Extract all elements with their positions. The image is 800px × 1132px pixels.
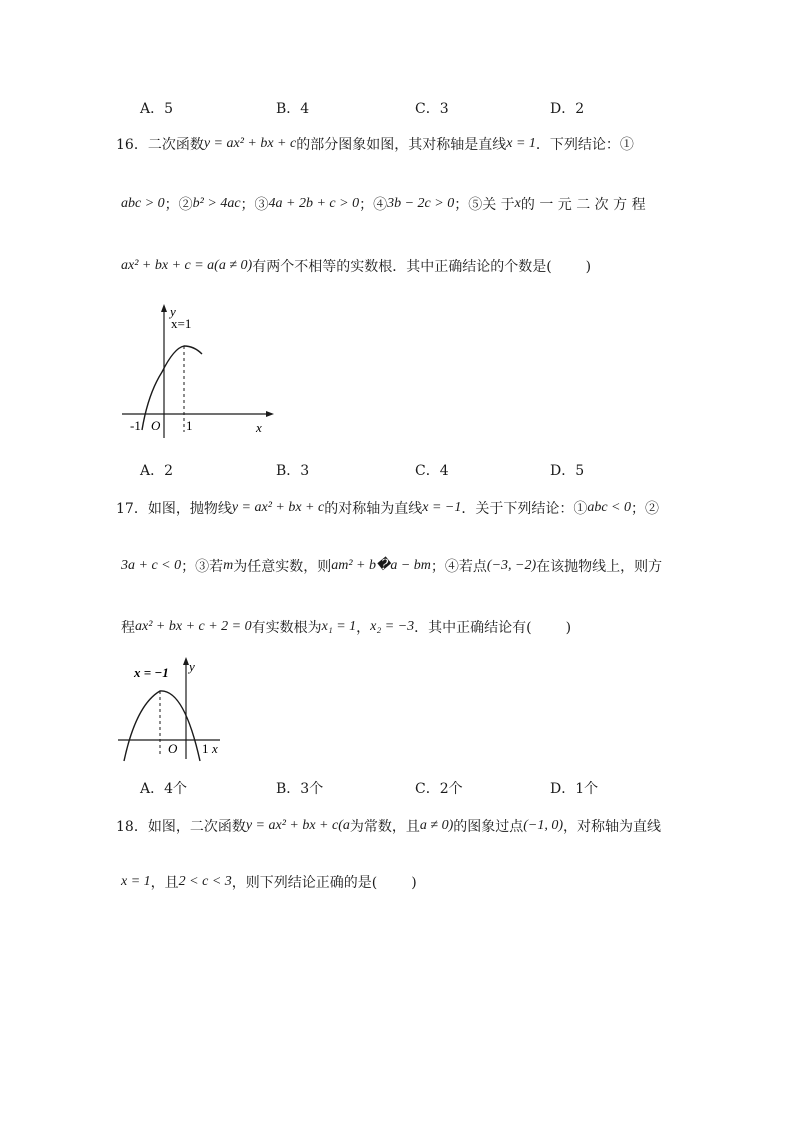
q18-text: ，则下列结论正确的是( xyxy=(231,875,378,891)
q17-cond-3: am² + b�a − bm xyxy=(331,558,431,573)
q17-cond-1: abc < 0 xyxy=(587,500,632,515)
q18-axis: x = 1 xyxy=(121,874,151,889)
q17-root-2: x₂ = −3 xyxy=(370,619,415,634)
q16-line-1 xyxy=(116,134,634,155)
q18-stem: 18．如图，二次函数 xyxy=(116,819,246,835)
q17-line-1 xyxy=(116,498,659,519)
q17-option-d[interactable]: D．1个 xyxy=(550,781,599,797)
q17-text: 的对称轴为直线 xyxy=(324,501,423,517)
q17-cond-2: 3a + c < 0 xyxy=(121,558,182,573)
q16-cond-4: 3b − 2c > 0 xyxy=(387,196,455,211)
q17-root-1: x₁ = 1 xyxy=(321,619,357,634)
q17-text: ．其中正确结论有( xyxy=(414,620,532,636)
q16-graph xyxy=(118,302,278,442)
q16-var-x: x xyxy=(514,196,521,211)
q18-line-1 xyxy=(116,816,661,837)
q16-text: ；④ xyxy=(359,197,388,213)
q17-option-a[interactable]: A．4个 xyxy=(140,781,188,797)
q16-equation: ax² + bx + c = a(a ≠ 0) xyxy=(121,258,253,273)
q18-answer-paren: ) xyxy=(411,875,417,891)
q16-cond-3: 4a + 2b + c > 0 xyxy=(268,196,360,211)
q16-text: 的 一 元 二 次 方 程 xyxy=(520,197,646,213)
q16-cond-2: b² > 4ac xyxy=(192,196,241,211)
q15-option-c[interactable]: C．3 xyxy=(415,101,449,117)
q17-text: ， xyxy=(356,620,371,636)
q16-text: 的部分图象如图，其对称轴是直线 xyxy=(296,137,507,153)
q17-label-one: 1 xyxy=(202,741,209,756)
q16-label-y: y xyxy=(170,304,176,319)
q16-option-a[interactable]: A．2 xyxy=(140,463,174,479)
q17-text: ；② xyxy=(631,501,660,517)
q16-y-arrow xyxy=(161,304,167,312)
q16-x-arrow xyxy=(266,411,274,417)
q16-label-axis: x=1 xyxy=(171,316,192,331)
q18-text: 的图象过点 xyxy=(453,819,524,835)
q15-option-d[interactable]: D．2 xyxy=(550,101,585,117)
q16-option-c[interactable]: C．4 xyxy=(415,463,449,479)
q17-stem: 17．如图，抛物线 xyxy=(116,501,232,517)
q18-text: ，对称轴为直线 xyxy=(563,819,662,835)
q16-option-d[interactable]: D．5 xyxy=(550,463,585,479)
q18-text: 为常数，且 xyxy=(349,819,420,835)
q17-label-axis: x = −1 xyxy=(134,665,169,680)
q16-function: y = ax² + bx + c xyxy=(203,136,297,151)
q17-text: ；④若点 xyxy=(430,559,487,575)
q16-text: ；③ xyxy=(240,197,269,213)
q16-text: ．下列结论：① xyxy=(535,137,634,153)
q16-text: 有两个不相等的实数根．其中正确结论的个数是( xyxy=(252,259,552,275)
q17-text: 为任意实数，则 xyxy=(233,559,332,575)
q17-equation: ax² + bx + c + 2 = 0 xyxy=(135,619,252,634)
q16-option-b[interactable]: B．3 xyxy=(276,463,310,479)
q17-axis: x = −1 xyxy=(422,500,462,515)
q16-text: ；② xyxy=(164,197,193,213)
q16-label-origin: O xyxy=(151,418,161,433)
q18-text: ，且 xyxy=(150,875,179,891)
q16-label-x: x xyxy=(256,420,262,435)
q17-point: (−3, −2) xyxy=(486,558,537,573)
q15-options xyxy=(0,98,800,118)
q16-cond-1: abc > 0 xyxy=(121,196,165,211)
q16-axis: x = 1 xyxy=(506,136,536,151)
q17-line-3 xyxy=(121,617,571,638)
q17-label-origin: O xyxy=(168,741,178,756)
q17-text: 在该抛物线上，则方 xyxy=(536,559,663,575)
q16-line-3 xyxy=(121,256,591,277)
q16-label-one: 1 xyxy=(186,418,193,433)
q16-label-neg1: -1 xyxy=(130,418,141,433)
q16-options xyxy=(0,460,800,480)
q17-text: ；③若 xyxy=(181,559,224,575)
q15-option-a[interactable]: A．5 xyxy=(140,101,174,117)
q17-var-m: m xyxy=(223,558,234,573)
q18-function: y = ax² + bx + c(a xyxy=(245,818,350,833)
q17-parabola xyxy=(124,691,200,761)
q17-text: ．关于下列结论：① xyxy=(461,501,588,517)
q17-text: 程 xyxy=(121,620,135,636)
q17-text: 有实数根为 xyxy=(251,620,322,636)
q16-answer-paren: ) xyxy=(585,259,592,275)
q17-option-b[interactable]: B．3个 xyxy=(276,781,324,797)
q16-line-2 xyxy=(121,194,646,215)
q17-answer-paren: ) xyxy=(565,620,572,636)
q17-graph xyxy=(116,655,236,765)
q16-stem: 16．二次函数 xyxy=(116,137,204,153)
q17-option-c[interactable]: C．2个 xyxy=(415,781,463,797)
q16-text: ；⑤关 于 xyxy=(454,197,515,213)
q18-cond-a: a ≠ 0) xyxy=(419,818,454,833)
q18-point: (−1, 0) xyxy=(523,818,564,833)
q18-line-2 xyxy=(121,872,417,893)
q17-label-y: y xyxy=(189,659,195,674)
q17-label-x: x xyxy=(212,741,218,756)
q15-option-b[interactable]: B．4 xyxy=(276,101,310,117)
q17-function: y = ax² + bx + c xyxy=(231,500,325,515)
q17-options xyxy=(0,778,800,798)
q17-line-2 xyxy=(121,556,662,577)
q18-cond-c: 2 < c < 3 xyxy=(178,874,232,889)
